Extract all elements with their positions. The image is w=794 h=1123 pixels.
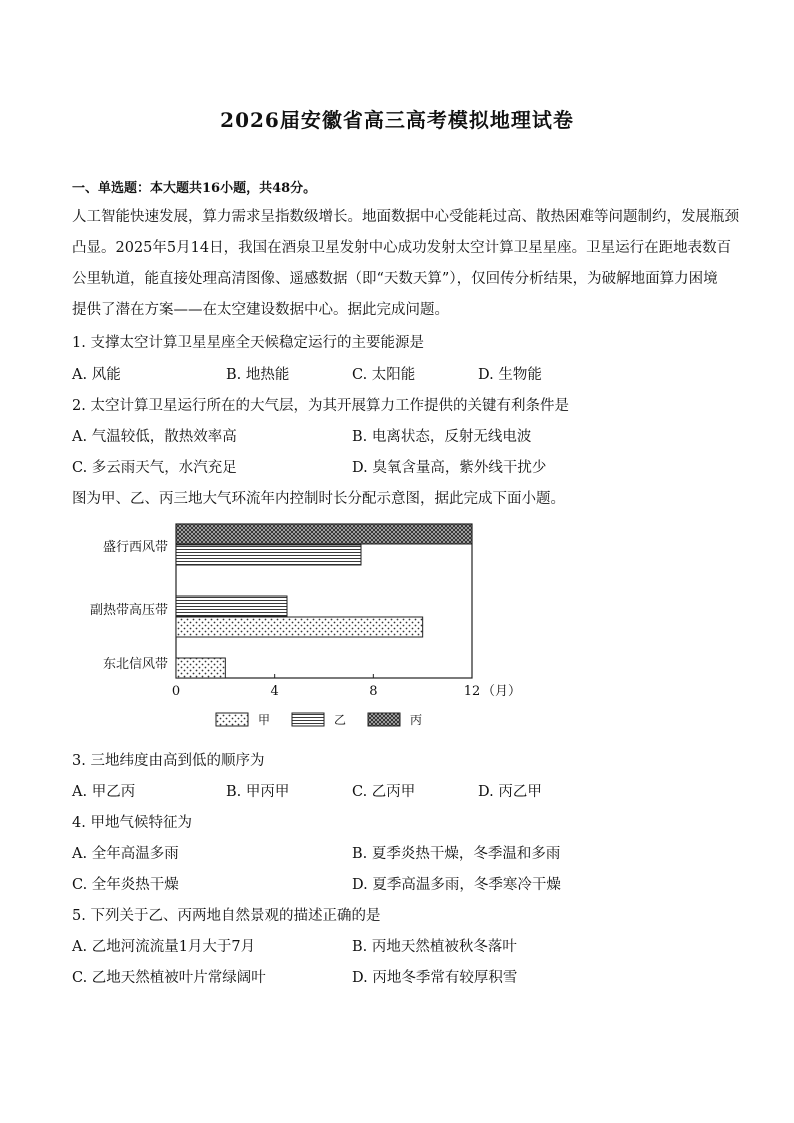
legend-label: 乙 xyxy=(334,713,347,727)
bar-乙-0 xyxy=(176,545,361,565)
x-tick-label: 12 xyxy=(463,684,481,699)
bar-甲-1 xyxy=(176,617,423,637)
question-1-option-c: C. 太阳能 xyxy=(352,367,416,383)
question-2-stem: 2. 太空计算卫星运行所在的大气层，为其开展算力工作提供的关键有利条件是 xyxy=(72,398,569,414)
question-3-option-d: D. 丙乙甲 xyxy=(478,784,542,800)
question-4-option-d: D. 夏季高温多雨，冬季寒冷干燥 xyxy=(352,877,561,893)
category-label: 副热带高压带 xyxy=(89,603,168,618)
question-5-stem: 5. 下列关于乙、丙两地自然景观的描述正确的是 xyxy=(72,908,381,924)
passage-line: 凸显。2025年5月14日，我国在酒泉卫星发射中心成功发射太空计算卫星星座。卫星运行在距地表数百 xyxy=(72,240,732,256)
question-2-option-d: D. 臭氧含量高，紫外线干扰少 xyxy=(352,460,547,476)
question-3-option-b: B. 甲丙甲 xyxy=(226,784,290,800)
circulation-duration-chart xyxy=(72,516,522,740)
question-3-option-a: A. 甲乙丙 xyxy=(72,784,136,800)
legend-swatch-乙 xyxy=(292,713,324,726)
x-unit-label: （月） xyxy=(482,684,522,699)
page-title: 2026届安徽省高三高考模拟地理试卷 xyxy=(220,108,574,132)
bar-丙-0 xyxy=(176,524,472,544)
question-5-option-b: B. 丙地天然植被秋冬落叶 xyxy=(352,939,517,955)
question-1-option-b: B. 地热能 xyxy=(226,367,290,383)
question-2-option-b: B. 电离状态，反射无线电波 xyxy=(352,429,532,445)
legend-label: 丙 xyxy=(410,713,423,727)
section-heading: 一、单选题：本大题共16小题，共48分。 xyxy=(72,181,317,196)
passage-line: 提供了潜在方案——在太空建设数据中心。据此完成问题。 xyxy=(72,302,449,318)
question-4-option-a: A. 全年高温多雨 xyxy=(72,846,179,862)
passage-line: 人工智能快速发展，算力需求呈指数级增长。地面数据中心受能耗过高、散热困难等问题制约，发展瓶颈 xyxy=(72,209,739,225)
category-label: 东北信风带 xyxy=(102,657,168,672)
x-tick-label: 8 xyxy=(369,684,378,699)
bar-甲-2 xyxy=(176,658,225,678)
x-tick-label: 0 xyxy=(171,684,181,699)
category-label: 盛行西风带 xyxy=(102,540,168,555)
question-5-option-d: D. 丙地冬季常有较厚积雪 xyxy=(352,970,518,986)
question-1-option-a: A. 风能 xyxy=(72,367,121,383)
passage-2: 图为甲、乙、丙三地大气环流年内控制时长分配示意图，据此完成下面小题。 xyxy=(72,491,565,507)
bar-乙-1 xyxy=(176,596,287,616)
legend-swatch-甲 xyxy=(216,713,248,726)
legend-swatch-丙 xyxy=(368,713,400,726)
passage-line: 公里轨道，能直接处理高清图像、遥感数据（即“天数天算”），仅回传分析结果，为破解地面算力困境 xyxy=(72,271,718,287)
legend-label: 甲 xyxy=(258,713,271,727)
question-1-stem: 1. 支撑太空计算卫星星座全天候稳定运行的主要能源是 xyxy=(72,335,424,351)
question-5-option-c: C. 乙地天然植被叶片常绿阔叶 xyxy=(72,970,266,986)
question-4-stem: 4. 甲地气候特征为 xyxy=(72,815,192,831)
question-2-option-c: C. 多云雨天气，水汽充足 xyxy=(72,460,237,476)
question-5-option-a: A. 乙地河流流量1月大于7月 xyxy=(72,939,256,955)
x-tick-label: 4 xyxy=(270,684,279,699)
question-4-option-b: B. 夏季炎热干燥，冬季温和多雨 xyxy=(352,846,561,862)
question-1-option-d: D. 生物能 xyxy=(478,367,542,383)
question-3-stem: 3. 三地纬度由高到低的顺序为 xyxy=(72,753,265,769)
question-3-option-c: C. 乙丙甲 xyxy=(352,784,416,800)
question-2-option-a: A. 气温较低，散热效率高 xyxy=(72,429,237,445)
question-4-option-c: C. 全年炎热干燥 xyxy=(72,877,179,893)
